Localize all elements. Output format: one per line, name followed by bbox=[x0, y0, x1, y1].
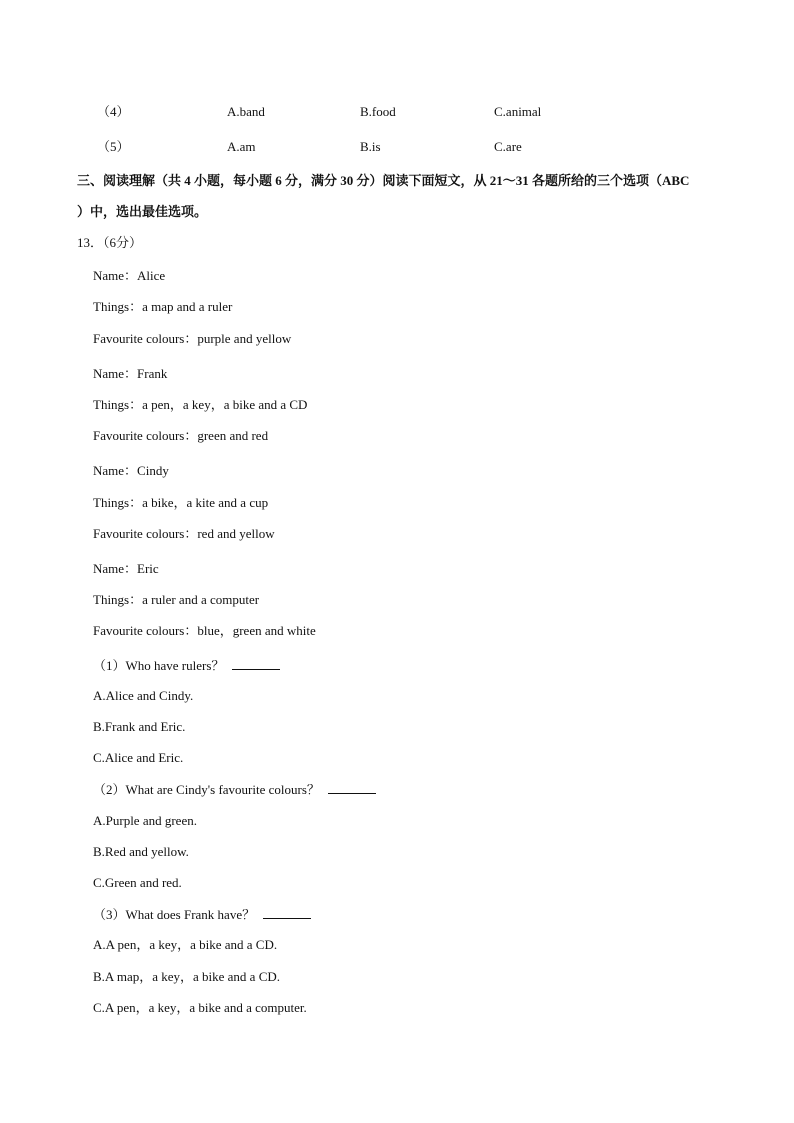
question-number: 13．（6分） bbox=[77, 235, 143, 250]
passage-line: Name：Alice bbox=[93, 268, 166, 283]
option-row-number: （5） bbox=[97, 139, 130, 154]
option-row-number: （4） bbox=[97, 104, 130, 119]
subquestion-option: A.A pen，a key，a bike and a CD. bbox=[93, 937, 278, 952]
subquestion-stem: （1）Who have rulers？ bbox=[93, 657, 280, 674]
passage-line: Things：a ruler and a computer bbox=[93, 592, 260, 607]
passage-line: Name：Frank bbox=[93, 366, 168, 381]
passage-line: Favourite colours：red and yellow bbox=[93, 526, 275, 541]
passage-line: Favourite colours：blue，green and white bbox=[93, 623, 316, 638]
passage-line: Things：a pen，a key，a bike and a CD bbox=[93, 397, 308, 412]
answer-blank[interactable] bbox=[263, 906, 311, 919]
subquestion-stem: （2）What are Cindy's favourite colours？ bbox=[93, 781, 376, 798]
passage-line: Things：a map and a ruler bbox=[93, 299, 233, 314]
subquestion-option: A.Alice and Cindy. bbox=[93, 688, 194, 703]
subquestion-option: C.Green and red. bbox=[93, 875, 182, 890]
passage-line: Name：Eric bbox=[93, 561, 159, 576]
passage-line: Favourite colours：purple and yellow bbox=[93, 331, 292, 346]
option-b: B.food bbox=[360, 104, 396, 119]
subquestion-option: B.Red and yellow. bbox=[93, 844, 189, 859]
passage-line: Name：Cindy bbox=[93, 463, 169, 478]
option-b: B.is bbox=[360, 139, 381, 154]
passage-line: Favourite colours：green and red bbox=[93, 428, 269, 443]
answer-blank[interactable] bbox=[328, 781, 376, 794]
answer-blank[interactable] bbox=[232, 657, 280, 670]
option-a: A.am bbox=[227, 139, 256, 154]
subquestion-option: A.Purple and green. bbox=[93, 813, 197, 828]
section-heading-continued: ）中，选出最佳选项。 bbox=[77, 204, 208, 219]
option-c: C.are bbox=[494, 139, 522, 154]
section-heading: 三、阅读理解（共 4 小题，每小题 6 分，满分 30 分）阅读下面短文，从 21～31 各题所给的三个选项（ABC bbox=[77, 173, 690, 188]
subquestion-stem: （3）What does Frank have？ bbox=[93, 906, 311, 923]
subquestion-option: C.Alice and Eric. bbox=[93, 750, 184, 765]
subquestion-option: B.Frank and Eric. bbox=[93, 719, 186, 734]
passage-line: Things：a bike，a kite and a cup bbox=[93, 495, 269, 510]
option-a: A.band bbox=[227, 104, 265, 119]
subquestion-option: B.A map，a key，a bike and a CD. bbox=[93, 969, 281, 984]
subquestion-option: C.A pen，a key，a bike and a computer. bbox=[93, 1000, 307, 1015]
option-c: C.animal bbox=[494, 104, 542, 119]
